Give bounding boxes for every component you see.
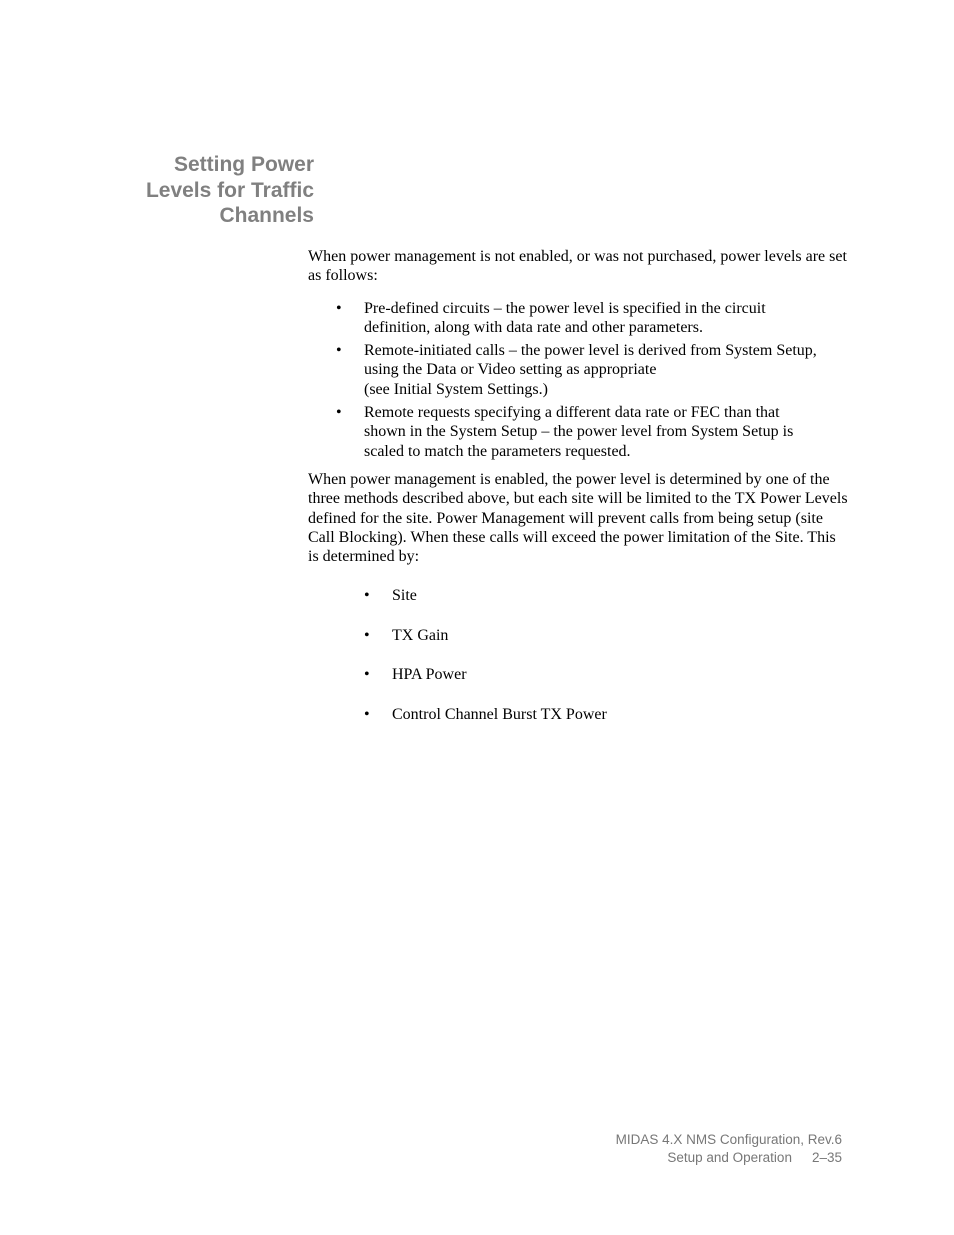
list-item-line: shown in the System Setup – the power level from System Setup is [364,423,794,441]
footer-section-line [616,1149,842,1167]
bullet-icon: • [336,404,342,422]
list-item-line: Pre-defined circuits – the power level is specified in the circuit [364,299,766,317]
list-item-line: (see Initial System Settings.) [364,380,548,398]
bullet-icon: • [336,299,342,317]
list-item [308,403,848,461]
section-heading-line: Channels [219,204,314,227]
list-item-line: definition, along with data rate and other parameters. [364,318,703,336]
footer-section: Setup and Operation [667,1149,792,1165]
list-item [364,665,607,705]
power-source-list [308,299,848,461]
factor-label: Control Channel Burst TX Power [392,706,607,724]
list-item [364,586,607,626]
section-heading-line: Setting Power [173,153,314,176]
list-item-line: scaled to match the parameters requested. [364,442,631,460]
list-item [308,341,848,399]
body-text [308,247,848,579]
section-heading [94,152,314,229]
bullet-icon: • [364,706,370,724]
factor-label: HPA Power [392,666,467,684]
list-item [308,299,848,338]
intro-paragraph: When power management is not enabled, or was not purchased, power levels are set as follows: [308,248,847,285]
list-item-line: Remote-initiated calls – the power level is derived from System Setup, [364,342,817,360]
bullet-icon: • [364,666,370,684]
power-management-paragraph: When power management is enabled, the power level is determined by one of the three methods described above, but each site will be limited to the TX Power Levels defined for the site. Power Management will prevent calls from being setup (site Call Blocking). When these calls will exceed the power limitation of the Site. This is determined by: [308,470,848,566]
section-heading-line: Levels for Traffic [145,178,314,202]
page-footer [616,1131,842,1166]
bullet-icon: • [364,587,370,604]
factor-label: TX Gain [392,626,449,644]
footer-doc-title: MIDAS 4.X NMS Configuration, Rev.6 [615,1132,842,1147]
list-item [364,705,607,745]
page-number: 2–35 [811,1149,842,1165]
list-item [364,626,607,666]
factor-list [364,586,607,745]
list-item-line: Remote requests specifying a different data rate or FEC than that [364,404,780,422]
list-item-line: using the Data or Video setting as appropriate [364,361,657,379]
bullet-icon: • [364,626,370,644]
factor-label: Site [392,587,417,604]
bullet-icon: • [336,342,342,360]
